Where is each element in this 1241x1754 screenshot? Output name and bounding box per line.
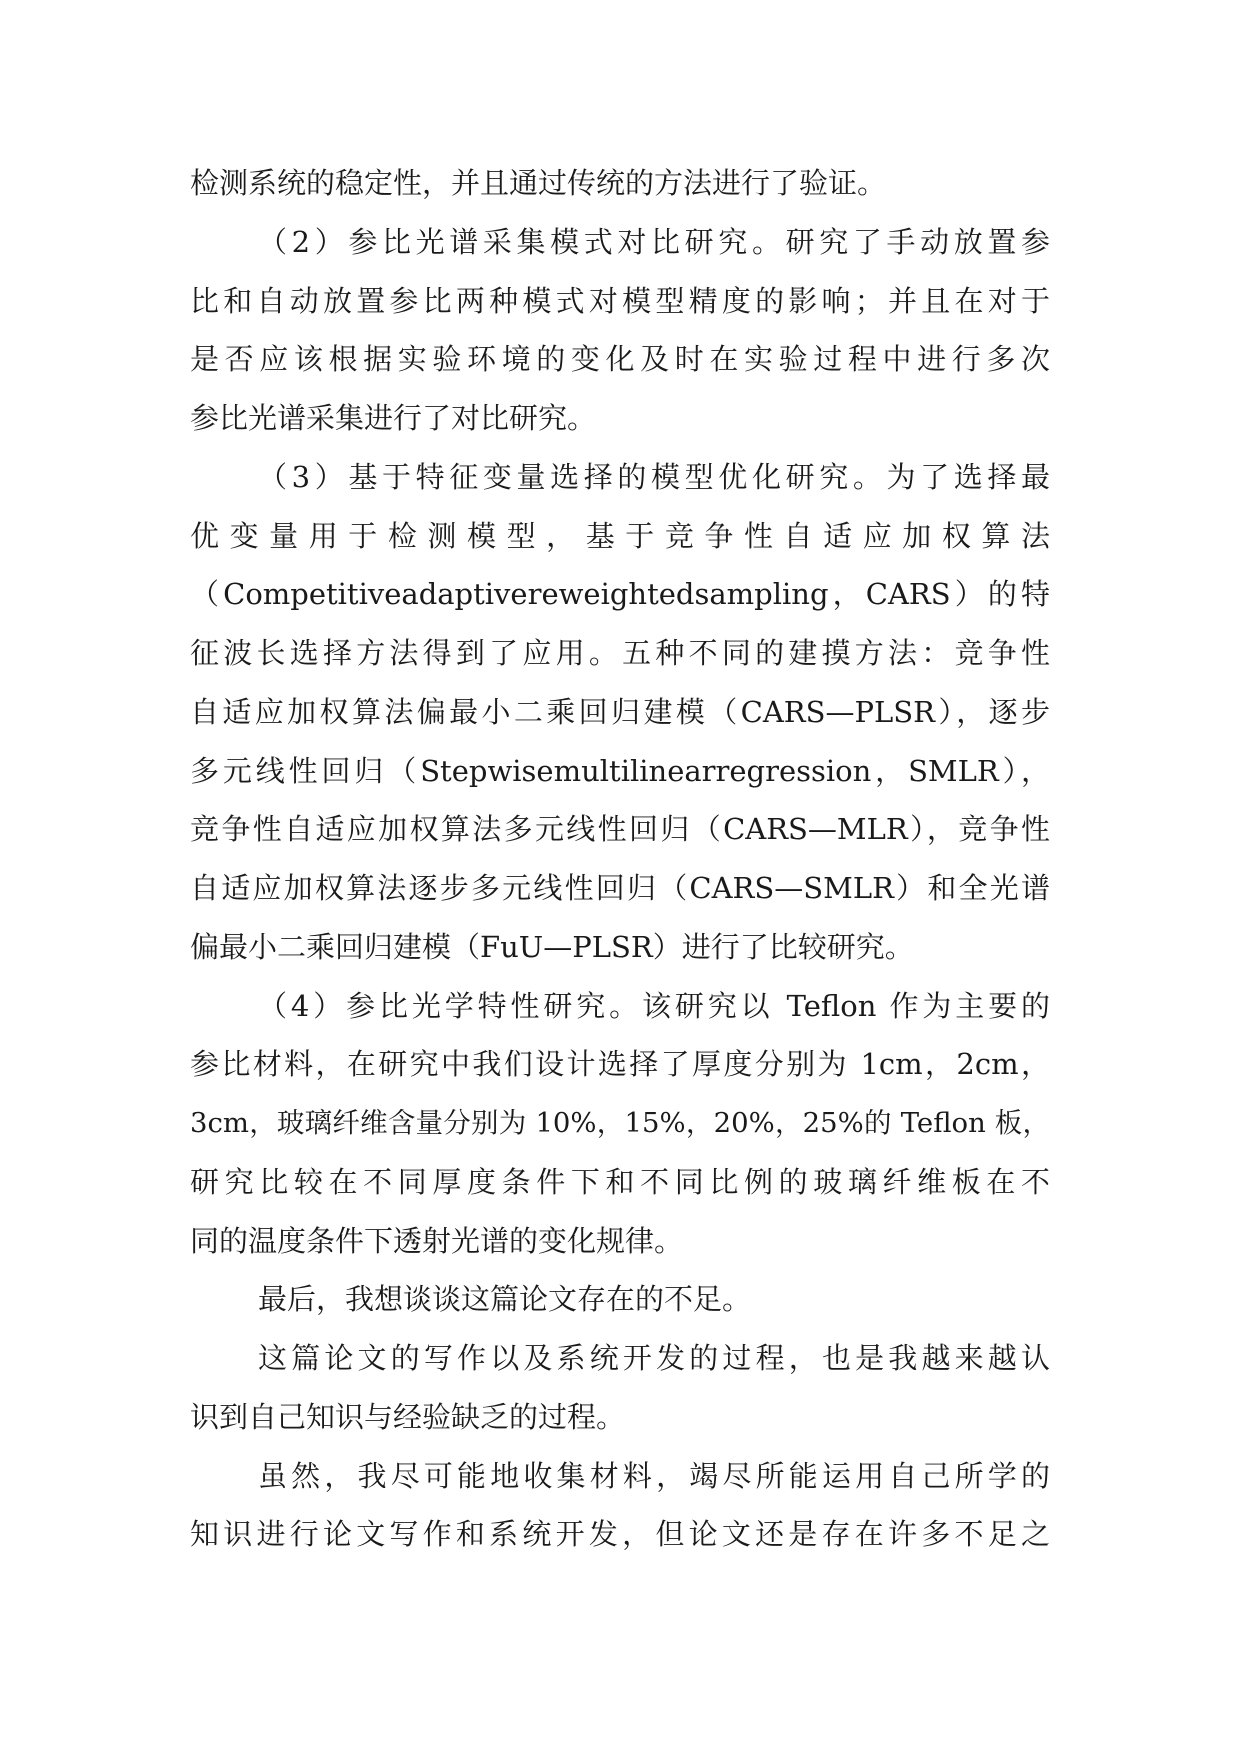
text-line: 最后，我想谈谈这篇论文存在的不足。 xyxy=(258,1282,752,1316)
text-line: 偏最小二乘回归建模（FuU—PLSR）进行了比较研究。 xyxy=(190,930,914,964)
text-line: 检测系统的稳定性，并且通过传统的方法进行了验证。 xyxy=(190,166,887,200)
text-line: 3cm，玻璃纤维含量分别为 10%，15%，20%，25%的 Teflon 板， xyxy=(190,1107,1051,1139)
text-line: （Competitiveadaptivereweightedsampling，CARS）的特 xyxy=(190,577,1050,611)
text-line: 自适应加权算法逐步多元线性回归（CARS—SMLR）和全光谱 xyxy=(190,871,1050,905)
text-line: （4）参比光学特性研究。该研究以 Teflon 作为主要的 xyxy=(258,989,1050,1023)
text-line: 同的温度条件下透射光谱的变化规律。 xyxy=(190,1224,684,1258)
text-line: 知识进行论文写作和系统开发，但论文还是存在许多不足之 xyxy=(190,1517,1050,1551)
text-line: 参比光谱采集进行了对比研究。 xyxy=(190,401,597,435)
text-line: 研究比较在不同厚度条件下和不同比例的玻璃纤维板在不 xyxy=(190,1165,1050,1199)
text-line: 是否应该根据实验环境的变化及时在实验过程中进行多次 xyxy=(190,342,1050,376)
text-line: 自适应加权算法偏最小二乘回归建模（CARS—PLSR），逐步 xyxy=(190,695,1050,729)
text-line: 虽然，我尽可能地收集材料，竭尽所能运用自己所学的 xyxy=(258,1459,1050,1493)
text-line: 识到自己知识与经验缺乏的过程。 xyxy=(190,1400,626,1434)
text-line: （3）基于特征变量选择的模型优化研究。为了选择最 xyxy=(258,460,1050,494)
text-line: 竞争性自适应加权算法多元线性回归（CARS—MLR），竞争性 xyxy=(190,812,1050,846)
text-line: 参比材料，在研究中我们设计选择了厚度分别为 1cm，2cm， xyxy=(190,1047,1050,1081)
text-line: 比和自动放置参比两种模式对模型精度的影响；并且在对于 xyxy=(190,284,1050,318)
text-line: （2）参比光谱采集模式对比研究。研究了手动放置参 xyxy=(258,225,1050,259)
text-line: 征波长选择方法得到了应用。五种不同的建摸方法：竞争性 xyxy=(190,636,1050,670)
text-line: 这篇论文的写作以及系统开发的过程，也是我越来越认 xyxy=(258,1341,1050,1375)
text-line: 优变量用于检测模型，基于竞争性自适应加权算法 xyxy=(190,519,1050,553)
text-line: 多元线性回归（Stepwisemultilinearregression，SMLR）， xyxy=(190,754,1050,788)
